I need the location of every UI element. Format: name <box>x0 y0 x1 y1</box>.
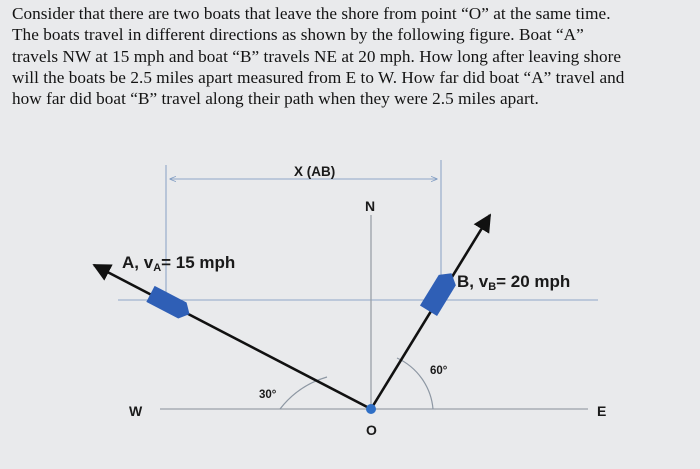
problem-line-2: The boats travel in different directions as shown by the following figure. Boat “A” <box>12 25 584 45</box>
origin-point <box>366 404 376 414</box>
problem-line-5: how far did boat “B” travel along their path when they were 2.5 miles apart. <box>12 89 539 109</box>
angle-a-label: 30° <box>259 389 277 401</box>
boat-a-label-suffix: = 15 mph <box>161 253 236 272</box>
boat-a <box>146 286 193 322</box>
problem-line-3: travels NW at 15 mph and boat “B” travels NE at 20 mph. How long after leaving shore <box>12 46 622 66</box>
boat-a-path <box>94 265 371 409</box>
angle-b-label: 60° <box>430 365 448 377</box>
boat-a-label <box>122 253 235 274</box>
problem-line-4: will the boats be 2.5 miles apart measured from E to W. How far did boat “A” travel and <box>12 67 625 87</box>
angle-arc-b <box>397 358 433 409</box>
boat-a-label-prefix: A, v <box>122 253 154 272</box>
boat-b-path <box>371 215 490 409</box>
west-label: W <box>129 403 143 419</box>
dimension-label: X (AB) <box>294 164 336 179</box>
north-label: N <box>365 198 376 214</box>
problem-line-1: Consider that there are two boats that leave the shore from point “O” at the same time. <box>12 4 611 23</box>
boat-b-label-suffix: = 20 mph <box>496 272 571 291</box>
origin-label: O <box>366 422 377 438</box>
boat-b-label <box>457 272 570 293</box>
east-label: E <box>597 403 607 419</box>
boat-a-label-sub: A <box>153 262 162 274</box>
boat-b-label-sub: B <box>488 281 497 293</box>
boat-b-label-prefix: B, v <box>457 272 489 291</box>
